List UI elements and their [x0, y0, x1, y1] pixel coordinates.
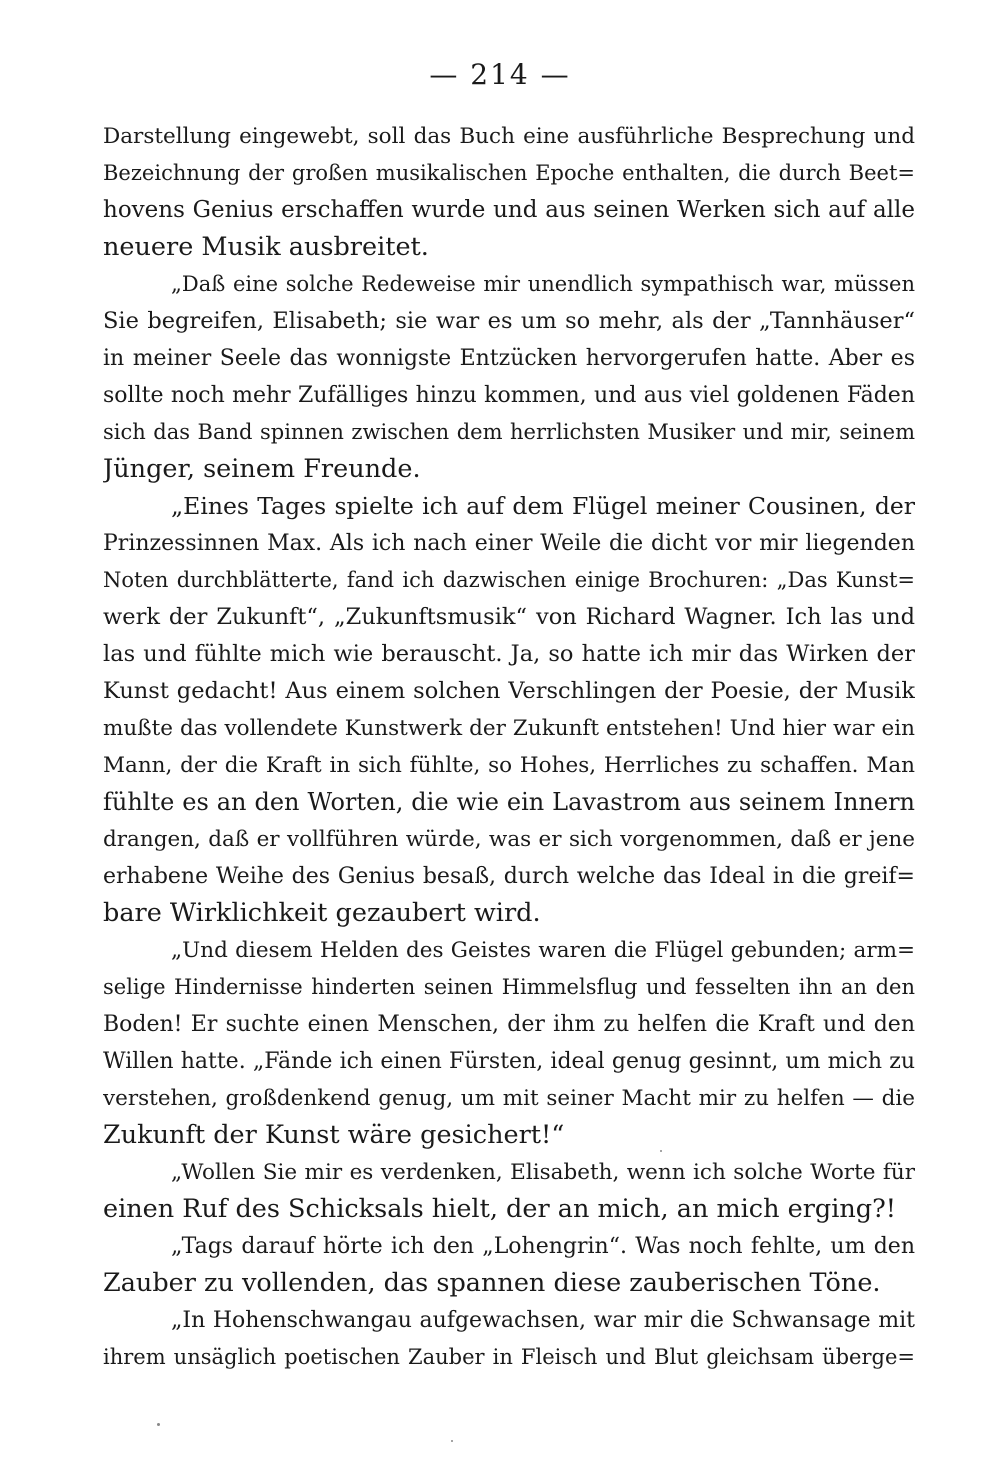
text-line: ihrem unsäglich poetischen Zauber in Fleisch und Blut gleichsam überge=	[103, 1345, 915, 1369]
text-line: „Daß eine solche Redeweise mir unendlich sympathisch war, müssen	[171, 272, 915, 296]
text-line: hovens Genius erschaffen wurde und aus seinen Werken sich auf alle	[103, 197, 915, 223]
text-line: verstehen, großdenkend genug, um mit seiner Macht mir zu helfen — die	[103, 1086, 915, 1111]
scan-speck	[451, 1440, 453, 1442]
text-line: werk der Zukunft“, „Zukunftsmusik“ von Richard Wagner. Ich las und	[103, 604, 915, 630]
text-line: Prinzessinnen Max. Als ich nach einer Weile die dicht vor mir liegenden	[103, 531, 915, 556]
body-text	[103, 118, 915, 1376]
text-line: neuere Musik ausbreitet.	[103, 232, 429, 262]
text-line: erhabene Weihe des Genius besaß, durch welche das Ideal in die greif=	[103, 864, 915, 889]
text-line: „Und diesem Helden des Geistes waren die Flügel gebunden; arm=	[171, 938, 915, 963]
text-line: Darstellung eingewebt, soll das Buch eine ausführliche Besprechung und	[103, 124, 915, 149]
text-line: drangen, daß er vollführen würde, was er sich vorgenommen, daß er jene	[103, 827, 915, 852]
text-line: Bezeichnung der großen musikalischen Epoche enthalten, die durch Beet=	[103, 161, 915, 185]
text-line: Jünger, seinem Freunde.	[103, 454, 421, 484]
text-line: mußte das vollendete Kunstwerk der Zukunft entstehen! Und hier war ein	[103, 716, 915, 741]
text-line: einen Ruf des Schicksals hielt, der an mich, an mich erging?!	[103, 1194, 897, 1224]
text-line: Noten durchblätterte, fand ich dazwischen einige Brochuren: „Das Kunst=	[103, 568, 915, 592]
text-line: Sie begreifen, Elisabeth; sie war es um so mehr, als der „Tannhäuser“	[103, 308, 915, 334]
text-line: Zauber zu vollenden, das spannen diese zauberischen Töne.	[103, 1268, 881, 1298]
text-line: Mann, der die Kraft in sich fühlte, so Hohes, Herrliches zu schaffen. Man	[103, 753, 915, 778]
text-line: Boden! Er suchte einen Menschen, der ihm zu helfen die Kraft und den	[103, 1012, 915, 1037]
text-line: Kunst gedacht! Aus einem solchen Verschlingen der Poesie, der Musik	[103, 678, 915, 704]
text-line: selige Hindernisse hinderten seinen Himmelsflug und fesselten ihn an den	[103, 975, 915, 999]
scan-speck	[660, 1150, 662, 1152]
page-number: — 214 —	[429, 58, 571, 91]
text-line: „Wollen Sie mir es verdenken, Elisabeth, wenn ich solche Worte für	[171, 1160, 915, 1185]
text-line: „Eines Tages spielte ich auf dem Flügel meiner Cousinen, der	[171, 492, 915, 520]
text-line: bare Wirklichkeit gezaubert wird.	[103, 898, 541, 928]
text-line: „In Hohenschwangau aufgewachsen, war mir die Schwansage mit	[171, 1308, 915, 1333]
text-line: las und fühlte mich wie berauscht. Ja, so hatte ich mir das Wirken der	[103, 641, 915, 667]
scan-speck	[157, 1423, 160, 1426]
text-line: fühlte es an den Worten, die wie ein Lavastrom aus seinem Innern	[103, 788, 915, 816]
text-line: in meiner Seele das wonnigste Entzücken hervorgerufen hatte. Aber es	[103, 346, 915, 371]
text-line: „Tags darauf hörte ich den „Lohengrin“. Was noch fehlte, um den	[171, 1234, 915, 1259]
text-line: Zukunft der Kunst wäre gesichert!“	[103, 1120, 565, 1150]
text-line: sollte noch mehr Zufälliges hinzu kommen, und aus viel goldenen Fäden	[103, 383, 915, 408]
text-line: Willen hatte. „Fände ich einen Fürsten, ideal genug gesinnt, um mich zu	[103, 1049, 915, 1074]
text-line: sich das Band spinnen zwischen dem herrlichsten Musiker und mir, seinem	[103, 420, 915, 444]
